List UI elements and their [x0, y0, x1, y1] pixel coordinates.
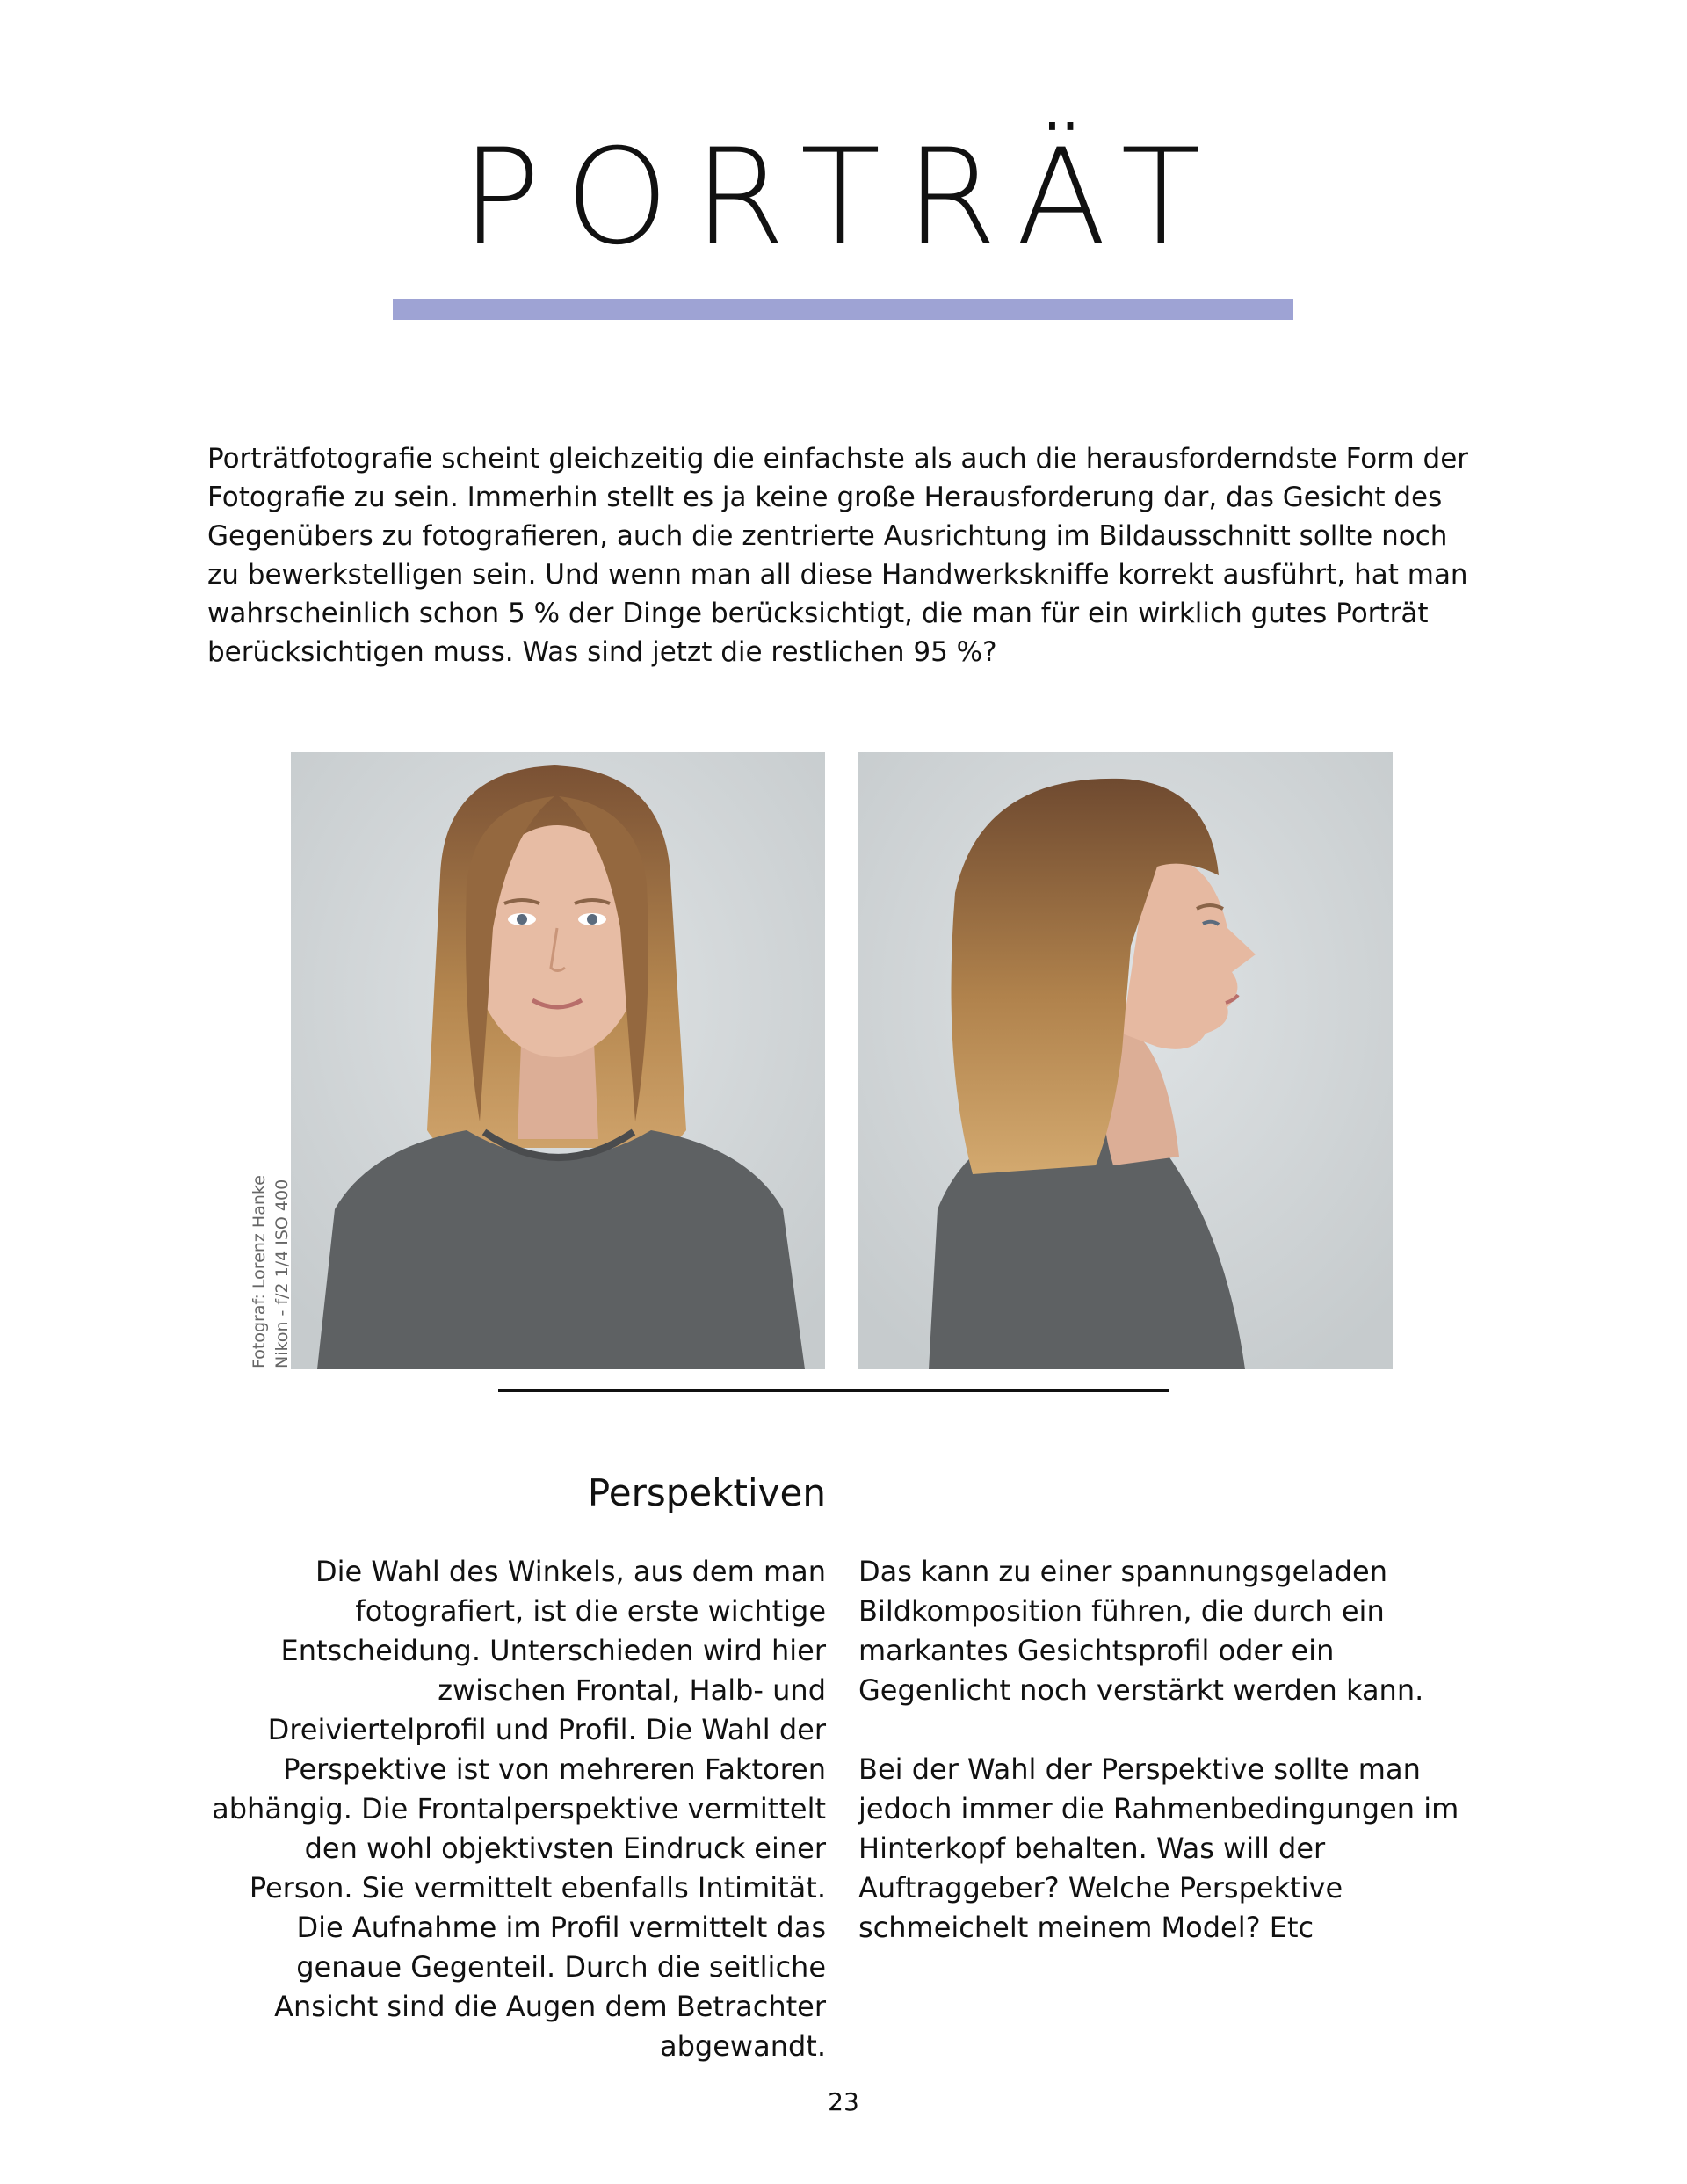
section-heading: Perspektiven — [587, 1471, 826, 1514]
portrait-frontal-illustration — [291, 752, 825, 1369]
portrait-profile-illustration — [858, 752, 1393, 1369]
title-accent-bar — [393, 299, 1293, 320]
photo-credit-camera-settings: Nikon - f/2 1/4 ISO 400 — [272, 1179, 292, 1368]
column-right — [858, 1552, 1473, 1987]
photo-credit-photographer: Fotograf: Lorenz Hanke — [250, 1175, 269, 1368]
intro-paragraph: Porträtfotografie scheint gleichzeitig die einfachste als auch die herausforderndste Form der Fotografie zu sein. Immerhin stellt es ja keine große Herausforderung dar, das Gesicht des Gegenübers zu fotografieren, auch die zentrierte Ausrichtung im Bildausschnitt sollte noch zu bewerkstelligen sein. Und wenn man all diese Handwerkskniffe korrekt ausführt, hat man wahrscheinlich schon 5 % der Dinge berücksichtigt, die man für ein wirklich gutes Porträt berücksichtigen muss. Was sind jetzt die restlichen 95 %? — [207, 443, 1469, 668]
column-left-paragraph: Die Wahl des Winkels, aus dem man fotografiert, ist die erste wichtige Entscheidung. Unterschieden wird hier zwischen Frontal, Halb- und Dreiviertelprofil und Profil. Die Wahl der Perspektive ist von mehreren Faktoren abhängig. Die Frontalperspektive vermittelt den wohl objektivsten Eindruck einer Person. Sie vermittelt ebenfalls Intimität. Die Aufnahme im Profil vermittelt das genaue Gegenteil. Durch die seitliche Ansicht sind die Augen dem Betrachter abgewandt. — [212, 1555, 826, 2063]
column-right-paragraph-2: Bei der Wahl der Perspektive sollte man jedoch immer die Rahmenbedingungen im Hinterkopf behalten. Was will der Auftraggeber? Welche Perspektive schmeichelt meinem Model? Etc — [858, 1752, 1459, 1944]
portrait-profile-photo — [858, 752, 1393, 1369]
section-divider — [498, 1389, 1169, 1392]
page-number: 23 — [828, 2087, 859, 2116]
portrait-frontal-photo — [291, 752, 825, 1369]
column-left — [211, 1552, 826, 2106]
column-right-paragraph-1: Das kann zu einer spannungsgeladen Bildkomposition führen, die durch ein markantes Gesichtsprofil oder ein Gegenlicht noch verstärkt werden kann. — [858, 1555, 1424, 1707]
photo-credit — [248, 753, 293, 1368]
page-title: PORTRÄT — [460, 121, 1227, 274]
